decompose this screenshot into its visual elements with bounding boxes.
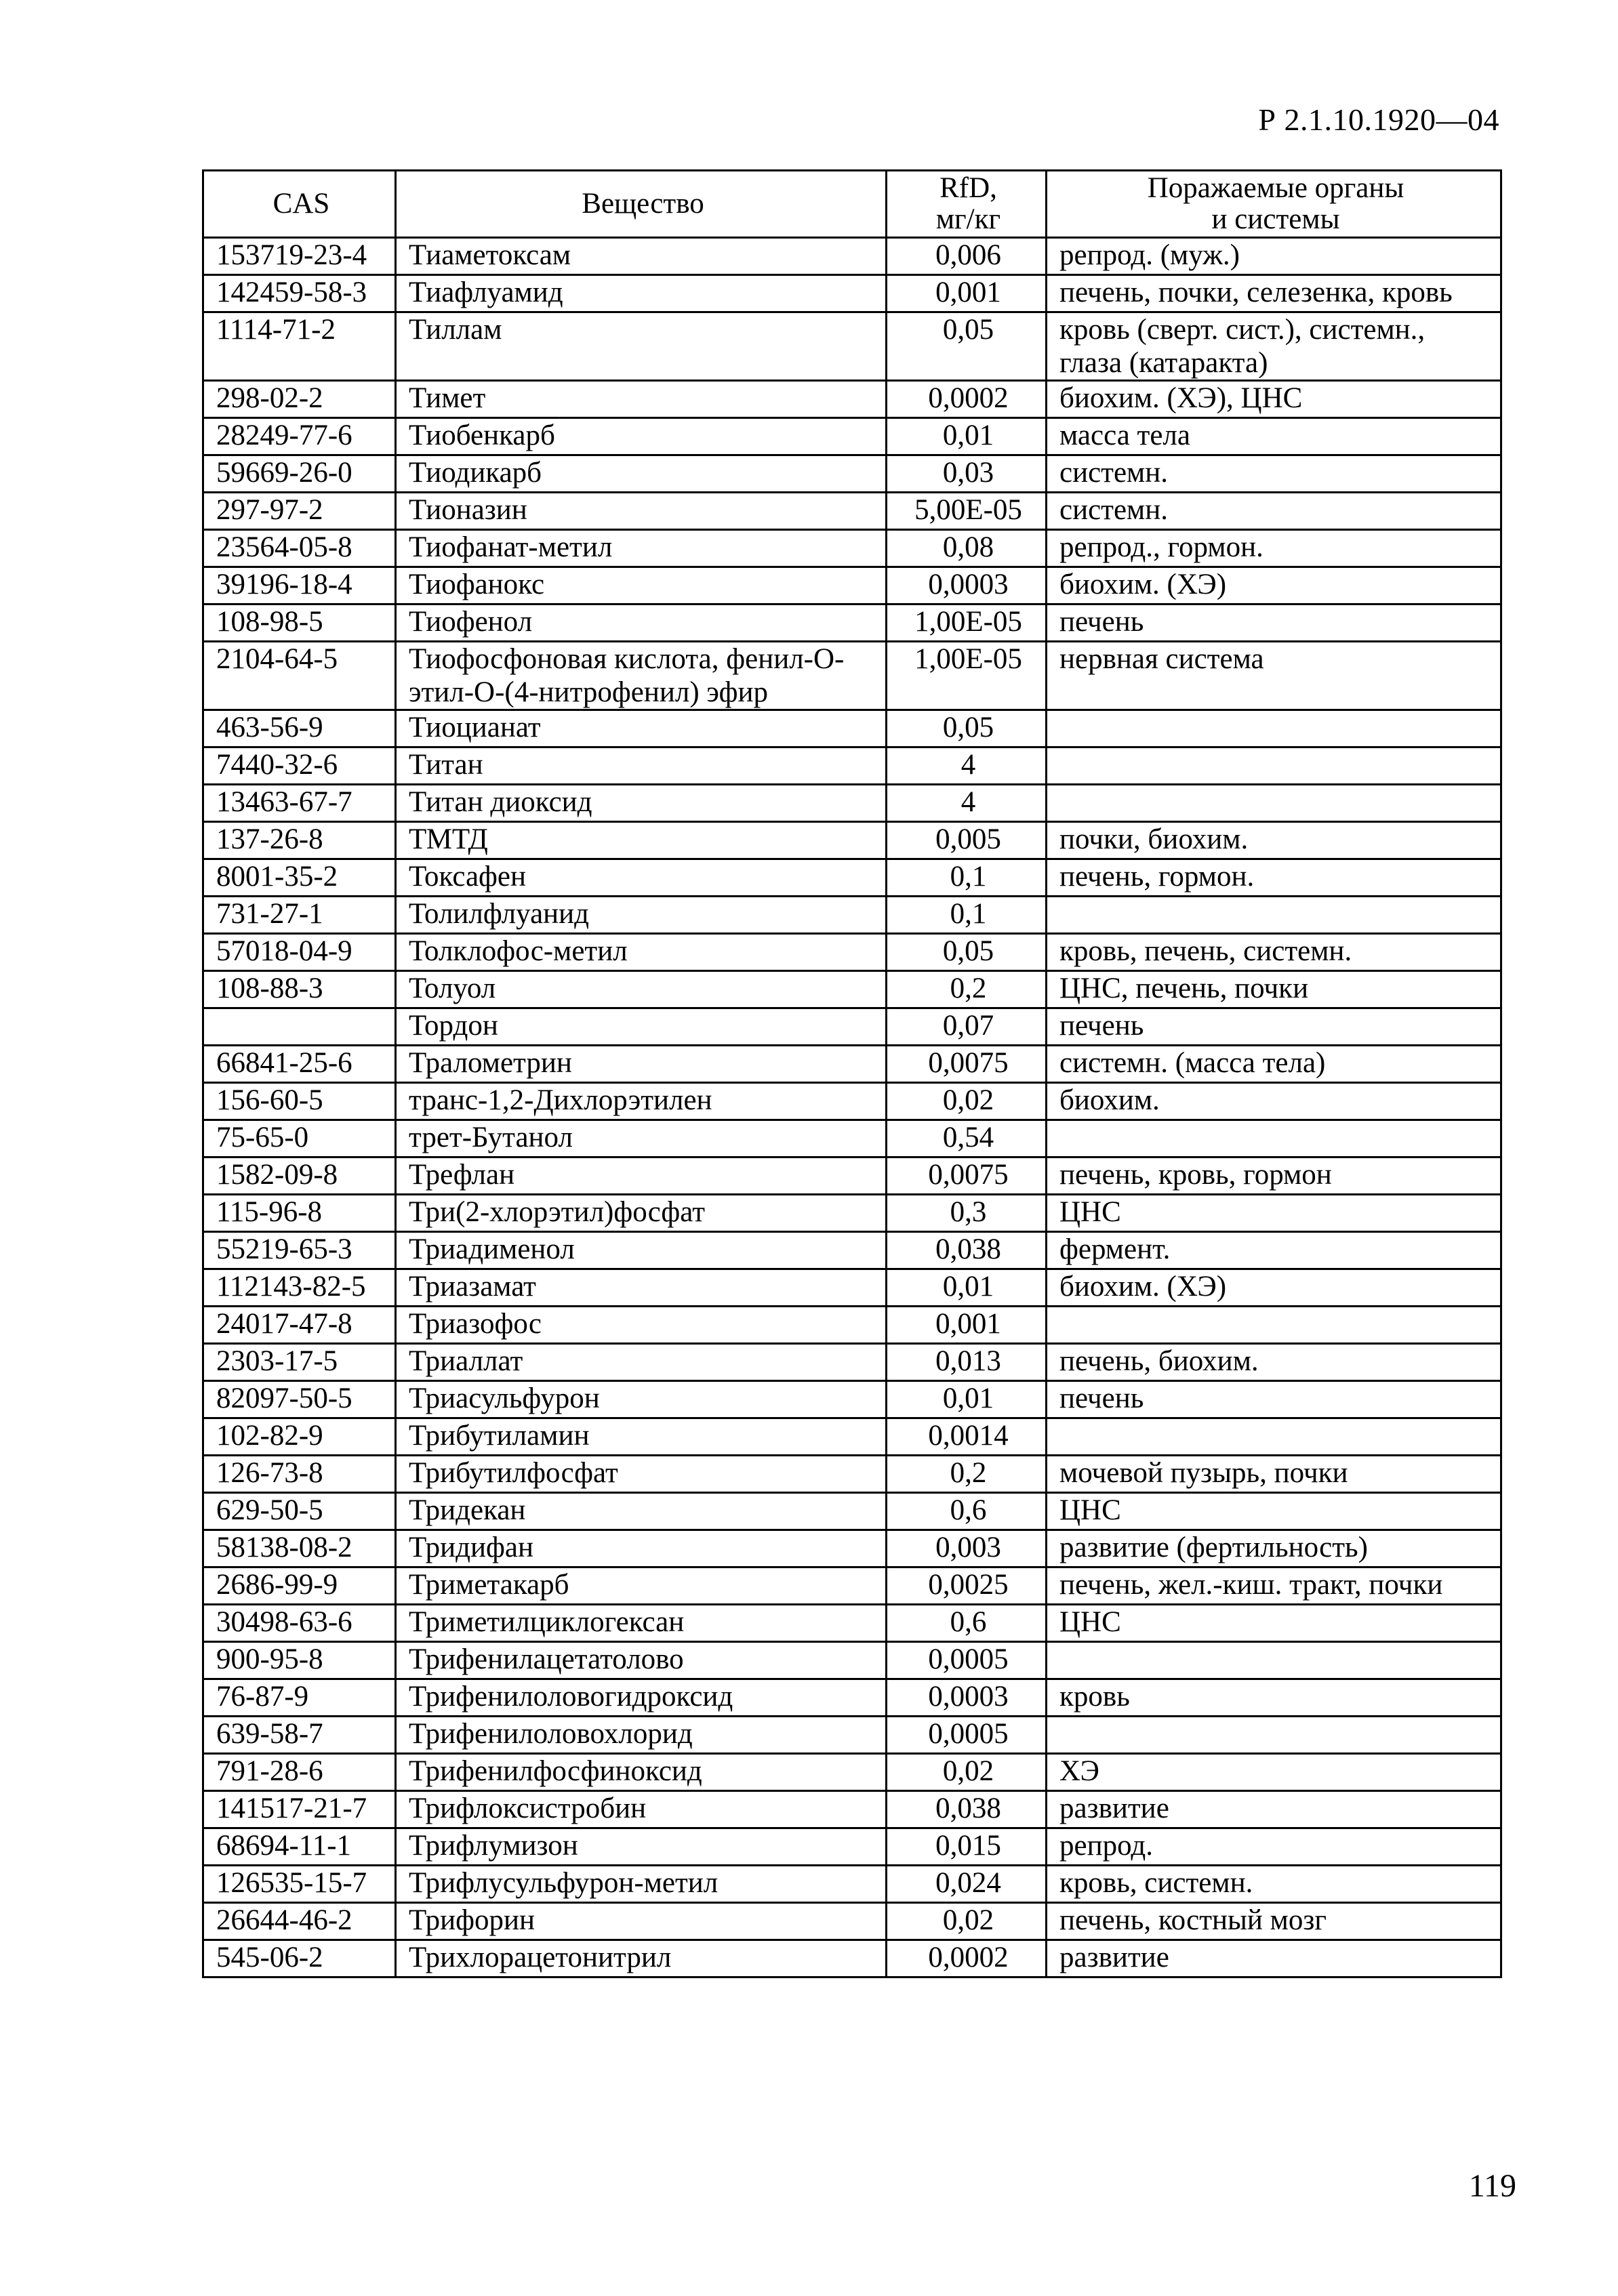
rfd-cell: 0,005 <box>887 822 1047 859</box>
rfd-cell: 0,006 <box>887 238 1047 275</box>
rfd-cell: 0,05 <box>887 934 1047 971</box>
rfd-cell: 0,001 <box>887 275 1047 312</box>
rfd-cell: 0,0005 <box>887 1642 1047 1679</box>
rfd-cell: 0,05 <box>887 312 1047 381</box>
substance-cell: Трифенилоловогидроксид <box>396 1679 887 1717</box>
cas-cell: 82097-50-5 <box>203 1381 396 1418</box>
cas-cell: 112143-82-5 <box>203 1269 396 1307</box>
organs-cell: развитие (фертильность) <box>1047 1530 1501 1567</box>
organs-cell <box>1047 1120 1501 1157</box>
table-row <box>203 381 1501 418</box>
table-row <box>203 1046 1501 1083</box>
organs-cell: биохим. (ХЭ), ЦНС <box>1047 381 1501 418</box>
cas-cell <box>203 1008 396 1046</box>
rfd-cell: 5,00E-05 <box>887 493 1047 530</box>
cas-cell: 24017-47-8 <box>203 1307 396 1344</box>
substance-cell: Трифенилоловохлорид <box>396 1717 887 1754</box>
substance-cell: Тиофосфоновая кислота, фенил-О-этил-О-(4-нитрофенил) эфир <box>396 642 887 710</box>
cas-cell: 102-82-9 <box>203 1418 396 1456</box>
header-row <box>203 171 1501 238</box>
rfd-cell: 0,015 <box>887 1828 1047 1866</box>
rfd-cell: 0,3 <box>887 1195 1047 1232</box>
table-row <box>203 1530 1501 1567</box>
substance-cell: Толклофос-метил <box>396 934 887 971</box>
table-row <box>203 1120 1501 1157</box>
substance-cell: Триадименол <box>396 1232 887 1269</box>
organs-cell: биохим. <box>1047 1083 1501 1120</box>
cas-cell: 26644-46-2 <box>203 1903 396 1940</box>
organs-cell: биохим. (ХЭ) <box>1047 567 1501 604</box>
table-row <box>203 642 1501 710</box>
cas-cell: 13463-67-7 <box>203 785 396 822</box>
cas-cell: 900-95-8 <box>203 1642 396 1679</box>
table-row <box>203 1381 1501 1418</box>
organs-cell <box>1047 1642 1501 1679</box>
organs-cell: печень, почки, селезенка, кровь <box>1047 275 1501 312</box>
cas-cell: 126-73-8 <box>203 1456 396 1493</box>
rfd-cell: 0,2 <box>887 1456 1047 1493</box>
substance-cell: Тиодикарб <box>396 455 887 493</box>
rfd-cell: 0,038 <box>887 1232 1047 1269</box>
table-row <box>203 604 1501 642</box>
rfd-cell: 0,0025 <box>887 1567 1047 1605</box>
organs-cell: печень, костный мозг <box>1047 1903 1501 1940</box>
substance-cell: Трифлумизон <box>396 1828 887 1866</box>
substance-cell: Тиобенкарб <box>396 418 887 455</box>
organs-cell: ЦНС <box>1047 1195 1501 1232</box>
table-row <box>203 275 1501 312</box>
cas-cell: 137-26-8 <box>203 822 396 859</box>
organs-cell: репрод. <box>1047 1828 1501 1866</box>
substance-cell: Три(2-хлорэтил)фосфат <box>396 1195 887 1232</box>
table-row <box>203 1269 1501 1307</box>
table-row <box>203 1717 1501 1754</box>
organs-cell: печень <box>1047 1381 1501 1418</box>
table-row <box>203 1232 1501 1269</box>
rfd-cell: 0,02 <box>887 1903 1047 1940</box>
substance-cell: Триазамат <box>396 1269 887 1307</box>
substance-cell: Трифенилацетатолово <box>396 1642 887 1679</box>
rfd-cell: 4 <box>887 785 1047 822</box>
table-row <box>203 897 1501 934</box>
substance-cell: Тралометрин <box>396 1046 887 1083</box>
header-substance: Вещество <box>396 171 887 238</box>
organs-cell <box>1047 1418 1501 1456</box>
organs-cell <box>1047 1307 1501 1344</box>
cas-cell: 1582-09-8 <box>203 1157 396 1195</box>
cas-cell: 791-28-6 <box>203 1754 396 1791</box>
table-row <box>203 1679 1501 1717</box>
table-row <box>203 1418 1501 1456</box>
organs-cell: биохим. (ХЭ) <box>1047 1269 1501 1307</box>
substance-cell: Трифлоксистробин <box>396 1791 887 1828</box>
rfd-cell: 0,01 <box>887 1269 1047 1307</box>
organs-cell <box>1047 897 1501 934</box>
table-row <box>203 747 1501 785</box>
table-body <box>203 238 1501 1977</box>
table-row <box>203 1456 1501 1493</box>
substance-cell: Триазофос <box>396 1307 887 1344</box>
rfd-cell: 0,0002 <box>887 381 1047 418</box>
table-row <box>203 1605 1501 1642</box>
cas-cell: 463-56-9 <box>203 710 396 747</box>
organs-cell: репрод., гормон. <box>1047 530 1501 567</box>
organs-cell: фермент. <box>1047 1232 1501 1269</box>
cas-cell: 108-98-5 <box>203 604 396 642</box>
substance-cell: Тридифан <box>396 1530 887 1567</box>
table-row <box>203 822 1501 859</box>
table-row <box>203 1157 1501 1195</box>
table-row <box>203 1828 1501 1866</box>
table-row <box>203 1754 1501 1791</box>
substance-cell: Тиафлуамид <box>396 275 887 312</box>
table-row <box>203 971 1501 1008</box>
rfd-cell: 4 <box>887 747 1047 785</box>
cas-cell: 639-58-7 <box>203 1717 396 1754</box>
cas-cell: 76-87-9 <box>203 1679 396 1717</box>
table-row <box>203 418 1501 455</box>
substance-cell: Тиаметоксам <box>396 238 887 275</box>
organs-cell: печень, жел.-киш. тракт, почки <box>1047 1567 1501 1605</box>
cas-cell: 298-02-2 <box>203 381 396 418</box>
organs-cell: мочевой пузырь, почки <box>1047 1456 1501 1493</box>
cas-cell: 30498-63-6 <box>203 1605 396 1642</box>
document-code: Р 2.1.10.1920—04 <box>1258 102 1499 137</box>
organs-cell: печень, кровь, гормон <box>1047 1157 1501 1195</box>
cas-cell: 297-97-2 <box>203 493 396 530</box>
table-row <box>203 710 1501 747</box>
substance-cell: Тионазин <box>396 493 887 530</box>
cas-cell: 153719-23-4 <box>203 238 396 275</box>
cas-cell: 7440-32-6 <box>203 747 396 785</box>
cas-cell: 142459-58-3 <box>203 275 396 312</box>
organs-cell <box>1047 710 1501 747</box>
organs-cell: печень <box>1047 1008 1501 1046</box>
organs-cell: репрод. (муж.) <box>1047 238 1501 275</box>
organs-cell: печень, биохим. <box>1047 1344 1501 1381</box>
substance-cell: Трибутиламин <box>396 1418 887 1456</box>
rfd-cell: 0,001 <box>887 1307 1047 1344</box>
cas-cell: 545-06-2 <box>203 1940 396 1977</box>
cas-cell: 28249-77-6 <box>203 418 396 455</box>
table-row <box>203 1493 1501 1530</box>
table-header <box>203 171 1501 238</box>
substance-cell: трет-Бутанол <box>396 1120 887 1157</box>
cas-cell: 126535-15-7 <box>203 1866 396 1903</box>
organs-cell: кровь (сверт. сист.), системн., глаза (катаракта) <box>1047 312 1501 381</box>
substance-cell: Толуол <box>396 971 887 1008</box>
substance-cell: транс-1,2-Дихлорэтилен <box>396 1083 887 1120</box>
header-cas: CAS <box>203 171 396 238</box>
table-row <box>203 1903 1501 1940</box>
rfd-cell: 0,02 <box>887 1754 1047 1791</box>
cas-cell: 141517-21-7 <box>203 1791 396 1828</box>
rfd-cell: 0,0014 <box>887 1418 1047 1456</box>
table-row <box>203 1008 1501 1046</box>
cas-cell: 8001-35-2 <box>203 859 396 897</box>
table-row <box>203 493 1501 530</box>
organs-cell: системн. <box>1047 493 1501 530</box>
rfd-cell: 0,54 <box>887 1120 1047 1157</box>
substance-cell: Трифенилфосфиноксид <box>396 1754 887 1791</box>
rfd-cell: 0,0005 <box>887 1717 1047 1754</box>
rfd-cell: 0,013 <box>887 1344 1047 1381</box>
rfd-cell: 1,00E-05 <box>887 642 1047 710</box>
table-row <box>203 1642 1501 1679</box>
substance-cell: Триметилциклогексан <box>396 1605 887 1642</box>
table-row <box>203 530 1501 567</box>
substance-cell: Трефлан <box>396 1157 887 1195</box>
substance-cell: Тиофанокс <box>396 567 887 604</box>
substance-cell: Токсафен <box>396 859 887 897</box>
substance-cell: Трихлорацетонитрил <box>396 1940 887 1977</box>
rfd-cell: 0,05 <box>887 710 1047 747</box>
rfd-cell: 0,0003 <box>887 567 1047 604</box>
substance-cell: Трифлусульфурон-метил <box>396 1866 887 1903</box>
cas-cell: 55219-65-3 <box>203 1232 396 1269</box>
header-organs: Поражаемые органы и системы <box>1047 171 1501 238</box>
cas-cell: 1114-71-2 <box>203 312 396 381</box>
table-row <box>203 1344 1501 1381</box>
table-row <box>203 1940 1501 1977</box>
organs-cell: масса тела <box>1047 418 1501 455</box>
rfd-table <box>202 169 1502 1978</box>
rfd-cell: 0,1 <box>887 859 1047 897</box>
organs-cell: ЦНС, печень, почки <box>1047 971 1501 1008</box>
organs-cell <box>1047 747 1501 785</box>
substance-cell: Триаллат <box>396 1344 887 1381</box>
cas-cell: 731-27-1 <box>203 897 396 934</box>
organs-cell <box>1047 785 1501 822</box>
rfd-cell: 0,038 <box>887 1791 1047 1828</box>
table-row <box>203 859 1501 897</box>
header-rfd: RfD, мг/кг <box>887 171 1047 238</box>
substance-cell: Тимет <box>396 381 887 418</box>
rfd-cell: 0,0075 <box>887 1157 1047 1195</box>
rfd-cell: 0,6 <box>887 1605 1047 1642</box>
table-row <box>203 785 1501 822</box>
table-row <box>203 312 1501 381</box>
table-row <box>203 567 1501 604</box>
table-row <box>203 934 1501 971</box>
substance-cell: Толилфлуанид <box>396 897 887 934</box>
substance-cell: Титан <box>396 747 887 785</box>
organs-cell: почки, биохим. <box>1047 822 1501 859</box>
rfd-cell: 0,024 <box>887 1866 1047 1903</box>
cas-cell: 108-88-3 <box>203 971 396 1008</box>
rfd-cell: 0,07 <box>887 1008 1047 1046</box>
substance-cell: Трибутилфосфат <box>396 1456 887 1493</box>
cas-cell: 57018-04-9 <box>203 934 396 971</box>
cas-cell: 2104-64-5 <box>203 642 396 710</box>
rfd-cell: 0,2 <box>887 971 1047 1008</box>
table-row <box>203 1307 1501 1344</box>
substance-cell: Тиллам <box>396 312 887 381</box>
organs-cell: кровь, системн. <box>1047 1866 1501 1903</box>
organs-cell: развитие <box>1047 1940 1501 1977</box>
rfd-cell: 0,0003 <box>887 1679 1047 1717</box>
organs-cell: ЦНС <box>1047 1605 1501 1642</box>
cas-cell: 75-65-0 <box>203 1120 396 1157</box>
rfd-cell: 0,003 <box>887 1530 1047 1567</box>
cas-cell: 115-96-8 <box>203 1195 396 1232</box>
rfd-cell: 0,03 <box>887 455 1047 493</box>
table-row <box>203 1567 1501 1605</box>
page-number: 119 <box>1468 2168 1516 2204</box>
cas-cell: 59669-26-0 <box>203 455 396 493</box>
organs-cell: ХЭ <box>1047 1754 1501 1791</box>
cas-cell: 58138-08-2 <box>203 1530 396 1567</box>
rfd-cell: 0,6 <box>887 1493 1047 1530</box>
rfd-cell: 1,00E-05 <box>887 604 1047 642</box>
rfd-cell: 0,02 <box>887 1083 1047 1120</box>
organs-cell: нервная система <box>1047 642 1501 710</box>
cas-cell: 39196-18-4 <box>203 567 396 604</box>
substance-cell: ТМТД <box>396 822 887 859</box>
cas-cell: 68694-11-1 <box>203 1828 396 1866</box>
rfd-cell: 0,0002 <box>887 1940 1047 1977</box>
substance-cell: Триметакарб <box>396 1567 887 1605</box>
substance-cell: Тридекан <box>396 1493 887 1530</box>
rfd-cell: 0,01 <box>887 418 1047 455</box>
cas-cell: 2686-99-9 <box>203 1567 396 1605</box>
organs-cell <box>1047 1717 1501 1754</box>
substance-cell: Тордон <box>396 1008 887 1046</box>
organs-cell: печень <box>1047 604 1501 642</box>
table-row <box>203 455 1501 493</box>
table-row <box>203 1195 1501 1232</box>
organs-cell: развитие <box>1047 1791 1501 1828</box>
substance-cell: Тиоцианат <box>396 710 887 747</box>
organs-cell: ЦНС <box>1047 1493 1501 1530</box>
organs-cell: системн. <box>1047 455 1501 493</box>
organs-cell: кровь <box>1047 1679 1501 1717</box>
substance-cell: Тиофанат-метил <box>396 530 887 567</box>
cas-cell: 66841-25-6 <box>203 1046 396 1083</box>
substance-cell: Титан диоксид <box>396 785 887 822</box>
rfd-cell: 0,1 <box>887 897 1047 934</box>
organs-cell: кровь, печень, системн. <box>1047 934 1501 971</box>
organs-cell: печень, гормон. <box>1047 859 1501 897</box>
substance-cell: Тиофенол <box>396 604 887 642</box>
table-row <box>203 1791 1501 1828</box>
cas-cell: 629-50-5 <box>203 1493 396 1530</box>
rfd-cell: 0,0075 <box>887 1046 1047 1083</box>
rfd-cell: 0,01 <box>887 1381 1047 1418</box>
cas-cell: 156-60-5 <box>203 1083 396 1120</box>
organs-cell: системн. (масса тела) <box>1047 1046 1501 1083</box>
cas-cell: 23564-05-8 <box>203 530 396 567</box>
rfd-cell: 0,08 <box>887 530 1047 567</box>
substance-cell: Триасульфурон <box>396 1381 887 1418</box>
table-row <box>203 238 1501 275</box>
table-row <box>203 1083 1501 1120</box>
substance-cell: Трифорин <box>396 1903 887 1940</box>
table-row <box>203 1866 1501 1903</box>
cas-cell: 2303-17-5 <box>203 1344 396 1381</box>
